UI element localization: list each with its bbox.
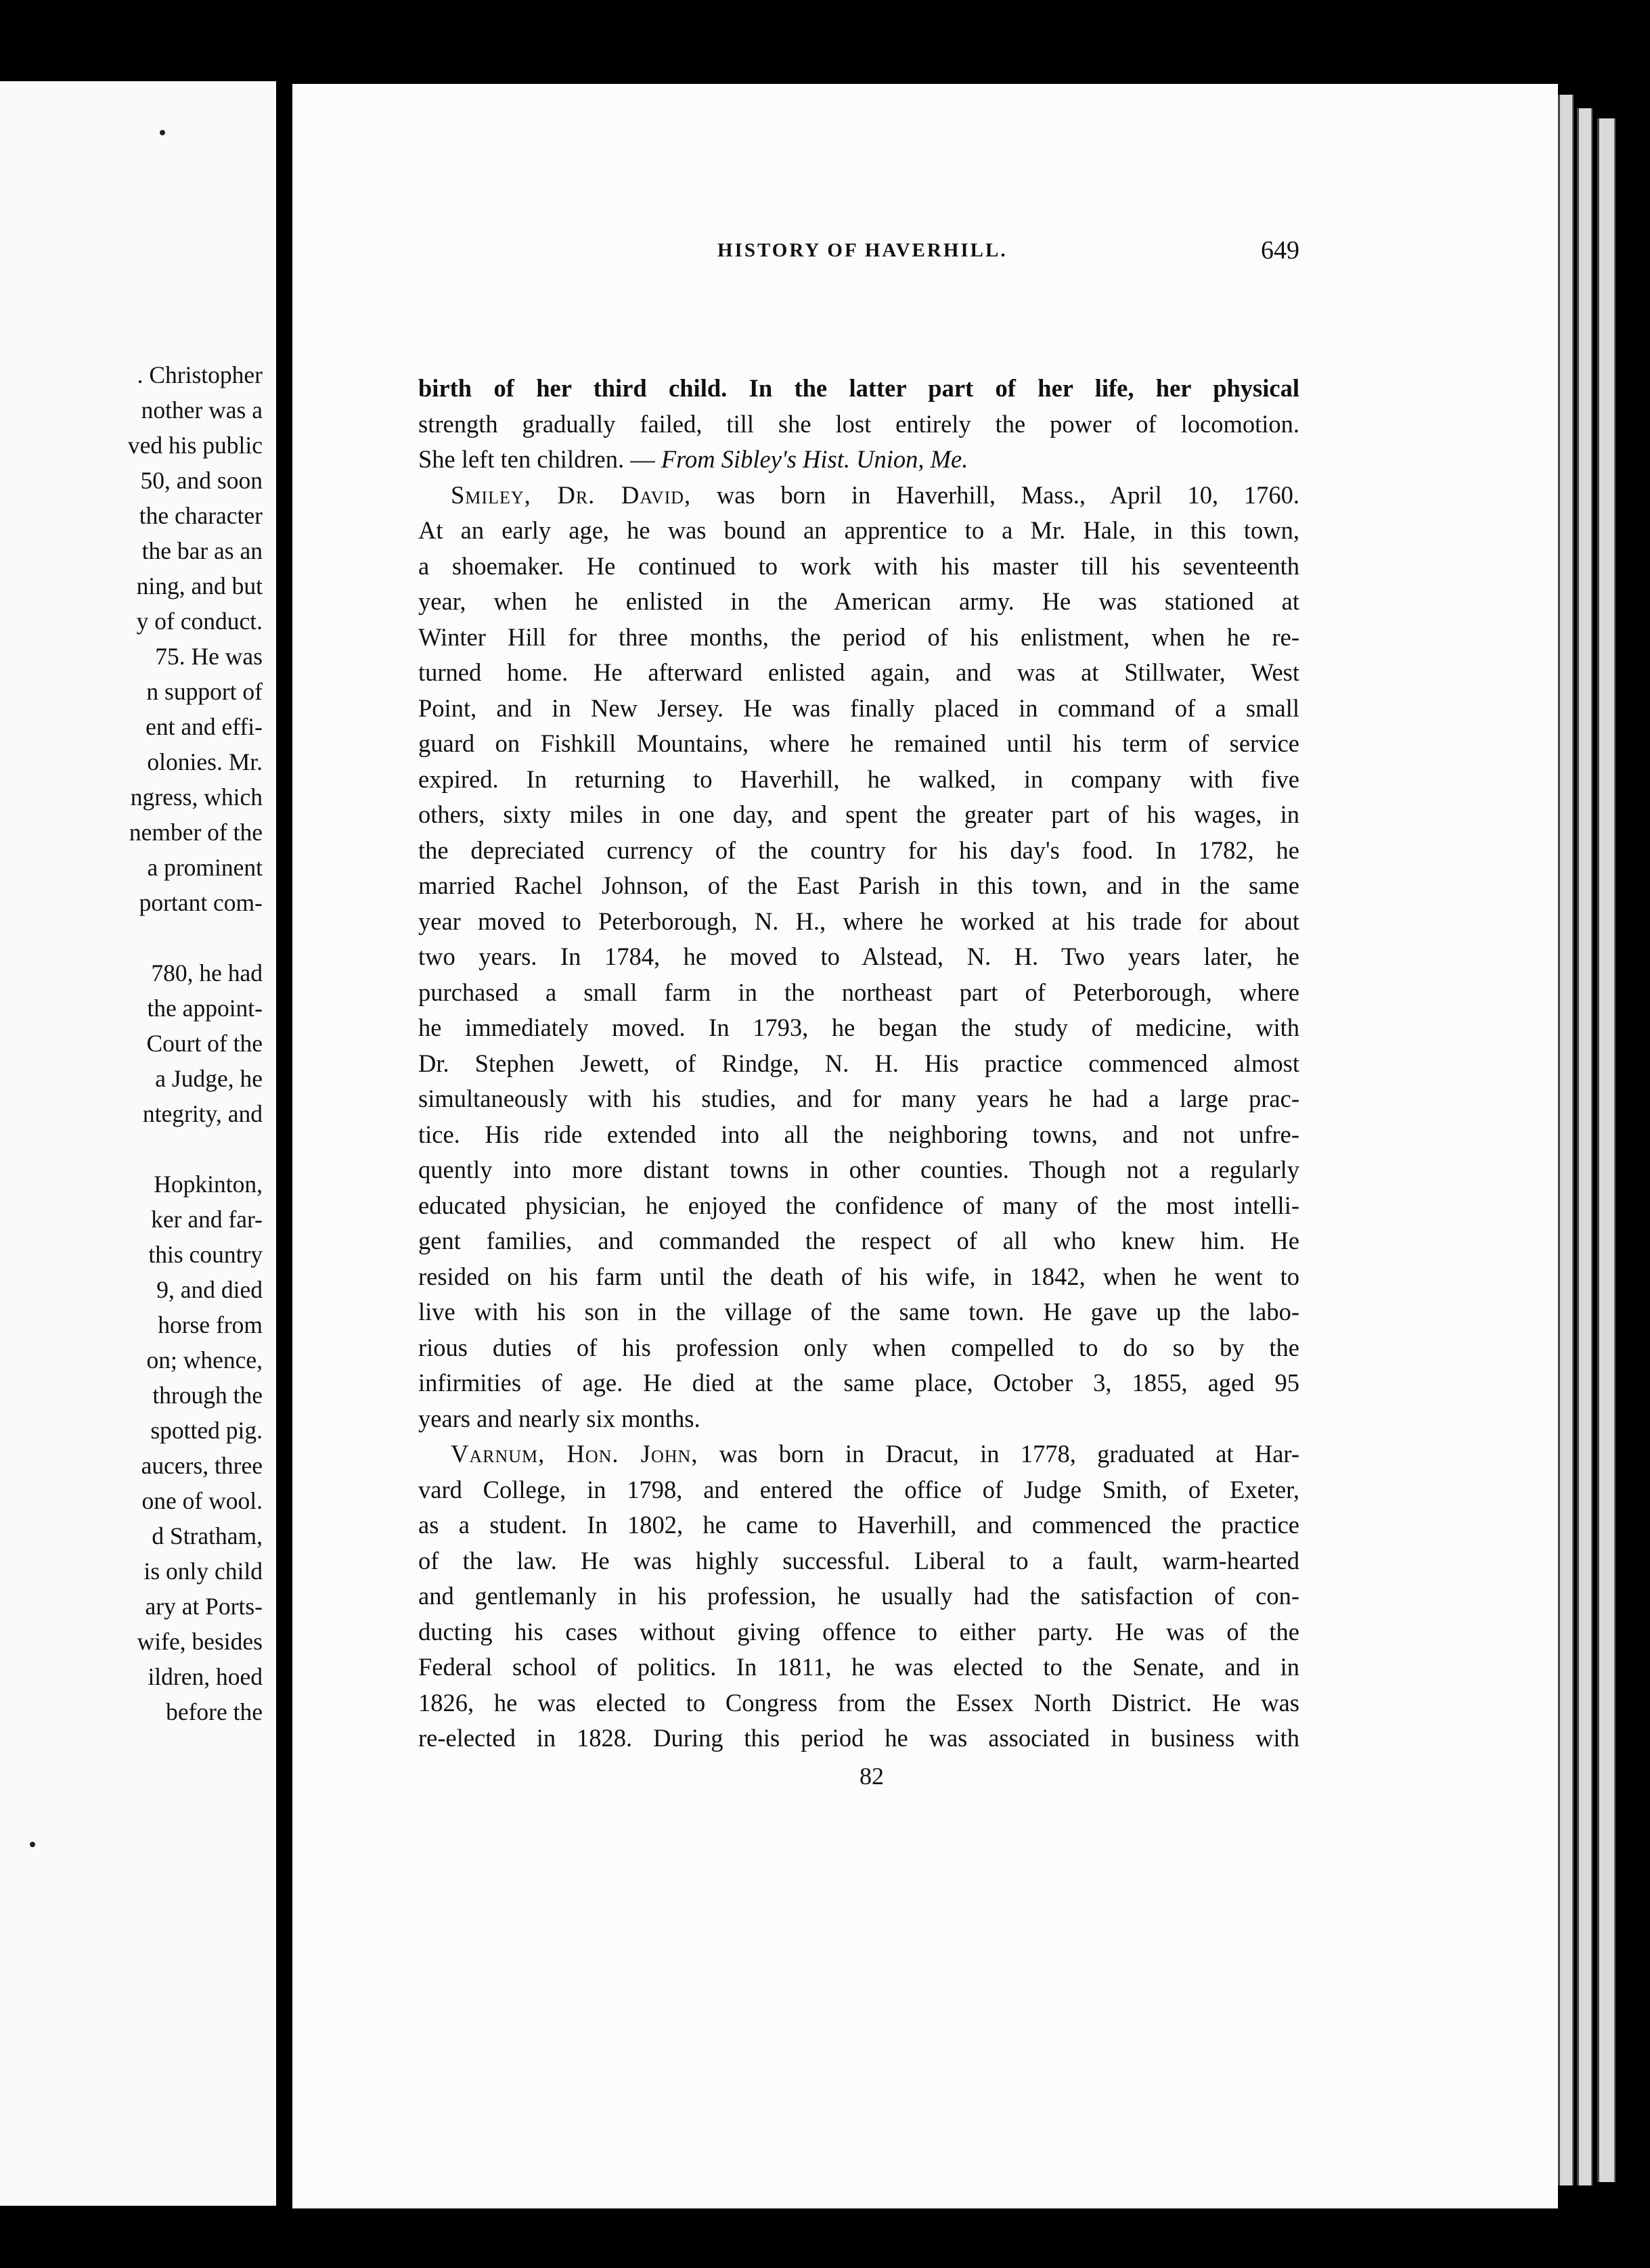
text-line: simultaneously with his studies, and for many years he had a large prac- <box>418 1085 1299 1112</box>
text-line: Point, and in New Jersey. He was finally placed in command of a small <box>418 694 1299 722</box>
facing-page-line: the character <box>139 502 263 529</box>
facing-page-line: y of conduct. <box>136 608 263 635</box>
body-text <box>418 371 1299 1756</box>
facing-page-line: portant com- <box>139 889 263 916</box>
entry-heading-line <box>418 1436 1299 1472</box>
facing-page-line: 780, he had <box>151 959 263 986</box>
text-line: a shoemaker. He continued to work with his master till his seventeenth <box>418 551 1299 580</box>
text-line: Dr. Stephen Jewett, of Rindge, N. H. His practice commenced almost <box>418 1049 1299 1077</box>
text-line: gent families, and commanded the respect of all who knew him. He <box>418 1227 1299 1254</box>
facing-page-line: this country <box>148 1241 263 1268</box>
text-line: turned home. He afterward enlisted again, and was at Stillwater, West <box>418 658 1299 686</box>
facing-page-line: Hopkinton, <box>154 1171 263 1198</box>
facing-page-line: . Christopher <box>137 361 263 388</box>
entry-heading-line <box>418 478 1299 514</box>
text-line: year moved to Peterborough, N. H., where he worked at his trade for about <box>418 907 1299 935</box>
facing-page-line: one of wool. <box>141 1487 263 1514</box>
text-line: as a student. In 1802, he came to Haverhill, and commenced the practice <box>418 1511 1299 1539</box>
text-line: year, when he enlisted in the American army. He was stationed at <box>418 587 1299 615</box>
facing-page-line: is only child <box>143 1558 263 1585</box>
page-edge <box>1577 108 1592 2185</box>
facing-page-left <box>0 81 276 2206</box>
page-speck <box>160 130 165 135</box>
facing-page-line: a Judge, he <box>155 1065 263 1092</box>
facing-page-line: aucers, three <box>141 1452 263 1479</box>
text-line: two years. In 1784, he moved to Alstead, N. H. Two years later, he <box>418 943 1299 970</box>
text-line: Federal school of politics. In 1811, he was elected to the Senate, and in <box>418 1653 1299 1681</box>
running-head: HISTORY OF HAVERHILL. <box>717 240 1008 261</box>
facing-page-line: spotted pig. <box>150 1417 263 1444</box>
facing-page-text <box>0 357 263 1729</box>
text-line: married Rachel Johnson, of the East Parish in this town, and in the same <box>418 871 1299 899</box>
facing-page-line: 9, and died <box>156 1276 263 1303</box>
facing-page-line: ker and far- <box>151 1206 263 1233</box>
text-line: resided on his farm until the death of his wife, in 1842, when he went to <box>418 1262 1299 1290</box>
page-number: 649 <box>1261 236 1299 265</box>
facing-page-line: n support of <box>146 678 263 705</box>
facing-page-line: ngress, which <box>130 784 263 811</box>
facing-page-line: ary at Ports- <box>145 1593 263 1620</box>
text-run: was born in Haverhill, Mass., April 10, 1760. <box>691 480 1299 509</box>
text-line: ducting his cases without giving offence to either party. He was of the <box>418 1617 1299 1646</box>
facing-page-line: nember of the <box>129 819 263 846</box>
text-line: strength gradually failed, till she lost entirely the power of locomotion. <box>418 409 1299 438</box>
text-line <box>418 442 1299 478</box>
text-line: vard College, in 1798, and entered the office of Judge Smith, of Exeter, <box>418 1475 1299 1503</box>
text-line: of the law. He was highly successful. Liberal to a fault, warm-hearted <box>418 1546 1299 1574</box>
facing-page-line: ning, and but <box>136 572 263 599</box>
facing-page-line: d Stratham, <box>152 1522 263 1549</box>
facing-page-line: Court of the <box>146 1030 263 1057</box>
facing-page-line: horse from <box>158 1311 263 1338</box>
facing-page-line: ildren, hoed <box>148 1663 263 1690</box>
text-line: and gentlemanly in his profession, he usually had the satisfaction of con- <box>418 1582 1299 1610</box>
facing-page-line: wife, besides <box>137 1628 263 1655</box>
page-edge <box>1558 95 1574 2185</box>
text-line: years and nearly six months. <box>418 1404 700 1432</box>
facing-page-line: ent and effi- <box>146 713 263 740</box>
text-line: the depreciated currency of the country for his day's food. In 1782, he <box>418 836 1299 864</box>
text-line: he immediately moved. In 1793, he began the study of medicine, with <box>418 1014 1299 1041</box>
source-citation: From Sibley's Hist. Union, Me. <box>661 445 968 473</box>
text-line: infirmities of age. He died at the same place, October 3, 1855, aged 95 <box>418 1369 1299 1397</box>
text-line: tice. His ride extended into all the neighboring towns, and not unfre- <box>418 1120 1299 1148</box>
signature-mark: 82 <box>860 1763 884 1790</box>
facing-page-line: before the <box>166 1698 263 1725</box>
text-line: 1826, he was elected to Congress from the Essex North District. He was <box>418 1688 1299 1717</box>
facing-page-line: ved his public <box>127 432 263 459</box>
page-speck <box>30 1842 35 1847</box>
text-line: purchased a small farm in the northeast part of Peterborough, where <box>418 978 1299 1006</box>
text-run: She left ten children. — <box>418 445 661 473</box>
facing-page-line: 50, and soon <box>140 467 263 494</box>
entry-name: Smiley, Dr. David, <box>451 480 692 509</box>
text-line: quently into more distant towns in other counties. Though not a regularly <box>418 1156 1299 1183</box>
text-line: rious duties of his profession only when compelled to do so by the <box>418 1333 1299 1361</box>
page-header <box>420 235 1299 269</box>
text-line: educated physician, he enjoyed the confidence of many of the most intelli- <box>418 1191 1299 1219</box>
entry-name: Varnum, Hon. John, <box>451 1440 698 1468</box>
page-edge <box>1597 118 1615 2182</box>
text-line: live with his son in the village of the same town. He gave up the labo- <box>418 1298 1299 1325</box>
text-line: re-elected in 1828. During this period he was associated in business with <box>418 1724 1299 1752</box>
text-line: Winter Hill for three months, the period of his enlistment, when he re- <box>418 622 1299 651</box>
facing-page-line: ntegrity, and <box>142 1100 263 1127</box>
facing-page-line: the bar as an <box>141 537 263 564</box>
text-line: guard on Fishkill Mountains, where he remained until his term of service <box>418 729 1299 757</box>
facing-page-line: 75. He was <box>155 643 263 670</box>
facing-page-line: through the <box>152 1382 263 1409</box>
facing-page-line <box>0 920 263 955</box>
text-line: expired. In returning to Haverhill, he walked, in company with five <box>418 765 1299 793</box>
text-run: was born in Dracut, in 1778, graduated at Har- <box>698 1440 1299 1468</box>
text-line: birth of her third child. In the latter part of her life, her physical <box>418 374 1299 402</box>
facing-page-line: olonies. Mr. <box>147 748 263 775</box>
text-line: At an early age, he was bound an apprentice to a Mr. Hale, in this town, <box>418 516 1299 544</box>
facing-page-line: a prominent <box>147 854 263 881</box>
facing-page-line: nother was a <box>141 396 263 424</box>
facing-page-line: on; whence, <box>146 1346 263 1374</box>
facing-page-line <box>0 1131 263 1166</box>
text-line: others, sixty miles in one day, and spent the greater part of his wages, in <box>418 800 1299 828</box>
facing-page-line: the appoint- <box>147 995 263 1022</box>
